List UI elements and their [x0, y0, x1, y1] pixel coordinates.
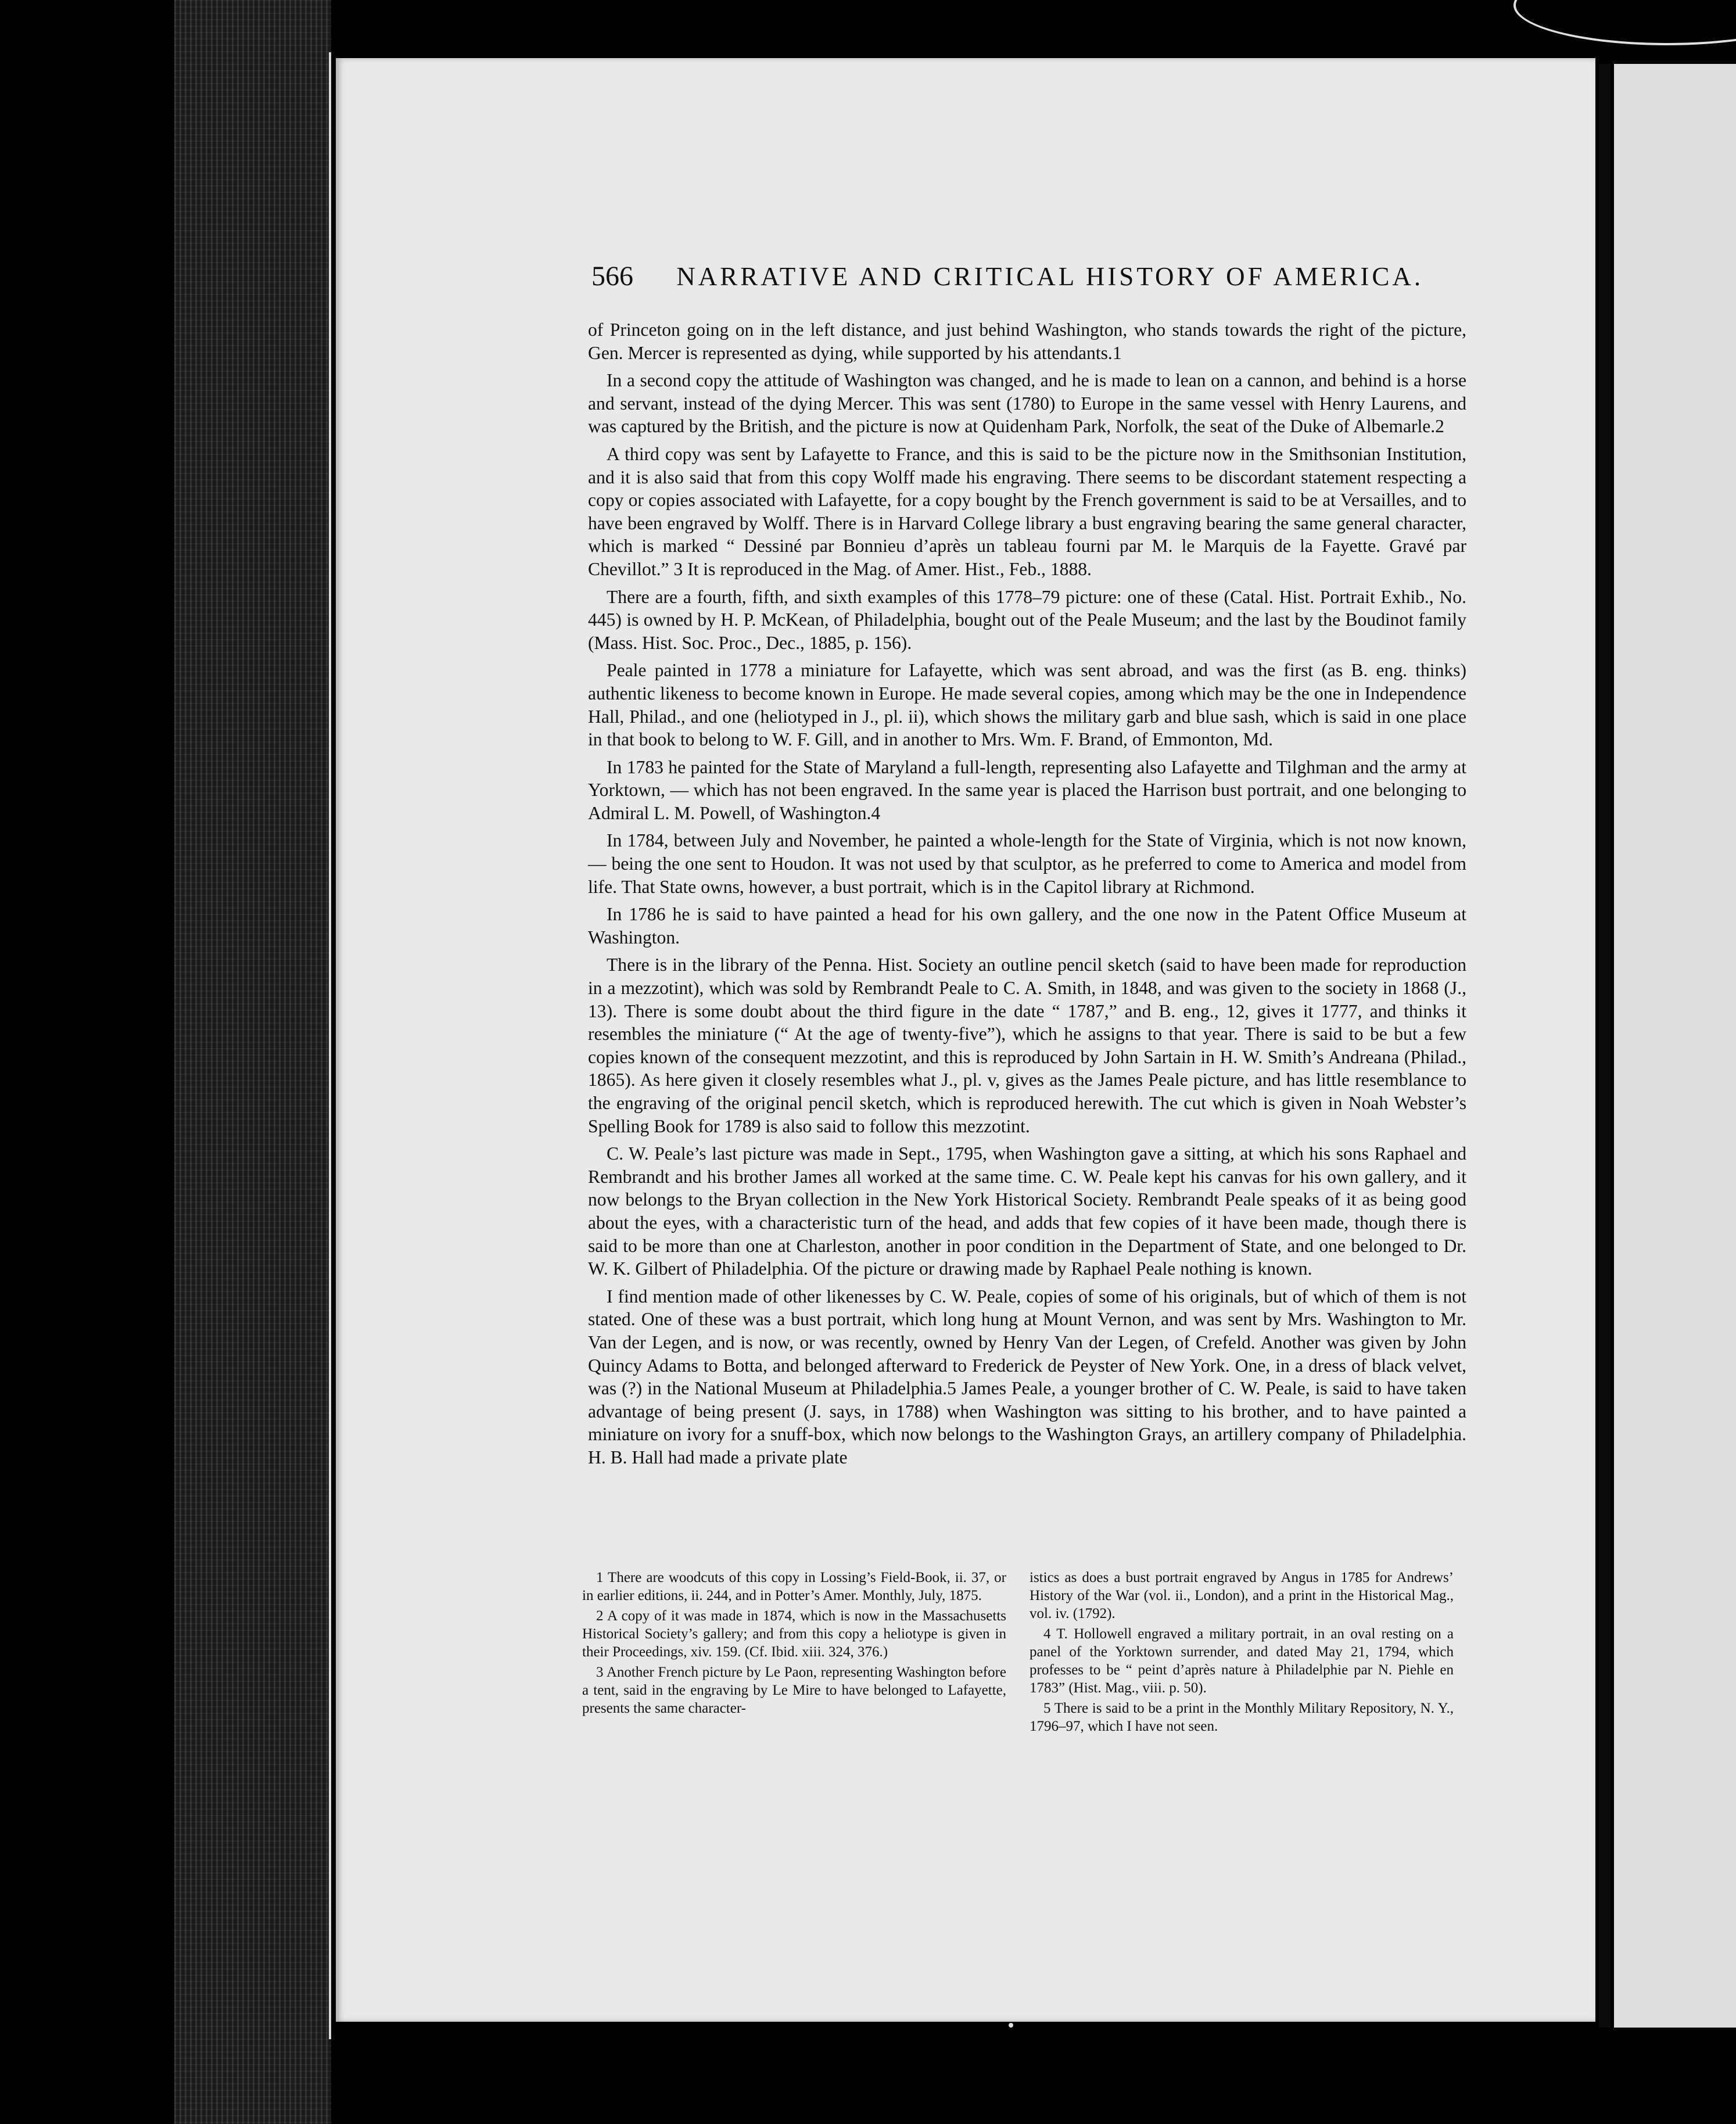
paragraph: of Princeton going on in the left distance, and just behind Washington, who stands towards the right of the picture, Gen. Mercer is represented as dying, while supported by his attendants.1 [588, 320, 1466, 363]
footnotes-left-column [582, 1569, 1006, 1720]
paragraph: C. W. Peale’s last picture was made in Sept., 1795, when Washington gave a sitting, at which his sons Raphael and Rembrandt and his brother James all worked at the same time. C. W. Peale kept his canvas for his own gallery, and it now belongs to the Bryan collection in the New York Historical Society. Rembrandt Peale speaks of it as being good about the eyes, with a characteristic turn of the head, and adds that few copies of it have been made, though there is said to be more than one at Charleston, another in poor condition in the Department of State, and one belonged to Dr. W. K. Gilbert of Philadelphia. Of the picture or drawing made by Raphael Peale nothing is known. [588, 1143, 1466, 1279]
footnote: 1 There are woodcuts of this copy in Lossing’s Field-Book, ii. 37, or in earlier editions, ii. 244, and in Potter’s Amer. Monthly, July, 1875. [582, 1570, 1006, 1603]
page-number: 566 [591, 261, 633, 292]
book-page-edges [174, 0, 331, 2124]
body-text [588, 318, 1466, 1538]
page-header [591, 260, 1424, 301]
paragraph: A third copy was sent by Lafayette to France, and this is said to be the picture now in the Smithsonian Institution, and it is also said that from this copy Wolff made his engraving. There seems to be discordant statement respecting a copy or copies associated with Lafayette, for a copy bought by the French government is said to be at Versailles, and to have been engraved by Wolff. There is in Harvard College library a bust engraving bearing the same general character, which is marked “ Dessiné par Bonnieu d’après un tableau fourni par M. le Marquis de la Fayette. Gravé par Chevillot.” 3 It is reproduced in the Mag. of Amer. Hist., Feb., 1888. [588, 443, 1466, 579]
footnote: istics as does a bust portrait engraved by Angus in 1785 for Andrews’ History of the War (vol. ii., London), and a print in the Historical Mag., vol. iv. (1792). [1030, 1570, 1454, 1621]
page-edge-line [329, 52, 331, 2039]
page-corner-curl [1513, 0, 1736, 45]
footnote: 3 Another French picture by Le Paon, representing Washington before a tent, said in the engraving by Le Mire to have belonged to Lafayette, presents the same character- [582, 1664, 1006, 1716]
paragraph: In 1784, between July and November, he painted a whole-length for the State of Virginia, which is not now known, — being the one sent to Houdon. It was not used by that sculptor, as he preferred to come to America and model from life. That State owns, however, a bust portrait, which is in the Capitol library at Richmond. [588, 830, 1466, 897]
paragraph: In 1786 he is said to have painted a head for his own gallery, and the one now in the Patent Office Museum at Washington. [588, 904, 1466, 948]
running-title: NARRATIVE AND CRITICAL HISTORY OF AMERICA. [676, 262, 1424, 291]
footnote: 5 There is said to be a print in the Monthly Military Repository, N. Y., 1796–97, which I have not seen. [1030, 1700, 1454, 1734]
paragraph: I find mention made of other likenesses by C. W. Peale, copies of some of his originals, but of which of them is not stated. One of these was a bust portrait, which long hung at Mount Vernon, and was sent by Mrs. Washington to Mr. Van der Legen, and is now, or was recently, owned by Henry Van der Legen, of Crefeld. Another was given by John Quincy Adams to Botta, and belonged afterward to Frederick de Peyster of New York. One, in a dress of black velvet, was (?) in the National Museum at Philadelphia.5 James Peale, a younger brother of C. W. Peale, is said to have taken advantage of being present (J. says, in 1788) when Washington was sitting to his brother, and to have painted a miniature on ivory for a snuff-box, which now belongs to the Washington Grays, an artillery company of Philadelphia. H. B. Hall had made a private plate [588, 1286, 1466, 1468]
paragraph: There are a fourth, fifth, and sixth examples of this 1778–79 picture: one of these (Catal. Hist. Portrait Exhib., No. 445) is owned by H. P. McKean, of Philadelphia, bought out of the Peale Museum; and the last by the Boudinot family (Mass. Hist. Soc. Proc., Dec., 1885, p. 156). [588, 586, 1466, 653]
footnote: 2 A copy of it was made in 1874, which is now in the Massachusetts Historical Society’s gallery; and from this copy a heliotype is given in their Proceedings, xiv. 159. (Cf. Ibid. xiii. 324, 376.) [582, 1608, 1006, 1660]
paragraph: In 1783 he painted for the State of Maryland a full-length, representing also Lafayette and Tilghman and the army at Yorktown, — which has not been engraved. In the same year is placed the Harrison bust portrait, and one belonging to Admiral L. M. Powell, of Washington.4 [588, 756, 1466, 823]
paragraph: Peale painted in 1778 a miniature for Lafayette, which was sent abroad, and was the first (as B. eng. thinks) authentic likeness to become known in Europe. He made several copies, among which may be the one in Independence Hall, Philad., and one (heliotyped in J., pl. ii), which shows the military garb and blue sash, which is said in one place in that book to belong to W. F. Gill, and in another to Mrs. Wm. F. Brand, of Emmonton, Md. [588, 660, 1466, 750]
facing-page-edge [1614, 64, 1736, 2028]
gutter-shadow [1599, 64, 1611, 2028]
footnote: 4 T. Hollowell engraved a military portrait, in an oval resting on a panel of the Yorktown surrender, and dated May 21, 1794, which professes to be “ peint d’après nature à Philadelphie par N. Piehle en 1783” (Hist. Mag., viii. p. 50). [1030, 1626, 1454, 1696]
footnotes-right-column [1030, 1569, 1454, 1738]
paragraph: There is in the library of the Penna. Hist. Society an outline pencil sketch (said to have been made for reproduction in a mezzotint), which was sold by Rembrandt Peale to C. A. Smith, in 1848, and was given to the society in 1868 (J., 13). There is some doubt about the third figure in the date “ 1787,” and B. eng., 12, gives it 1777, and thinks it resembles the miniature (“ At the age of twenty-five”), which he assigns to that year. There is said to be but a few copies known of the consequent mezzotint, and this is reproduced by John Sartain in H. W. Smith’s Andreana (Philad., 1865). As here given it closely resembles what J., pl. v, gives as the James Peale picture, and has little resemblance to the engraving of the original pencil sketch, which is reproduced herewith. The cut which is given in Noah Webster’s Spelling Book for 1789 is also said to follow this mezzotint. [588, 955, 1466, 1136]
page-speck [1009, 2023, 1013, 2028]
paragraph: In a second copy the attitude of Washington was changed, and he is made to lean on a cannon, and behind is a horse and servant, instead of the dying Mercer. This was sent (1780) to Europe in the same vessel with Henry Laurens, and was captured by the British, and the picture is now at Quidenham Park, Norfolk, the seat of the Duke of Albemarle.2 [588, 370, 1466, 437]
